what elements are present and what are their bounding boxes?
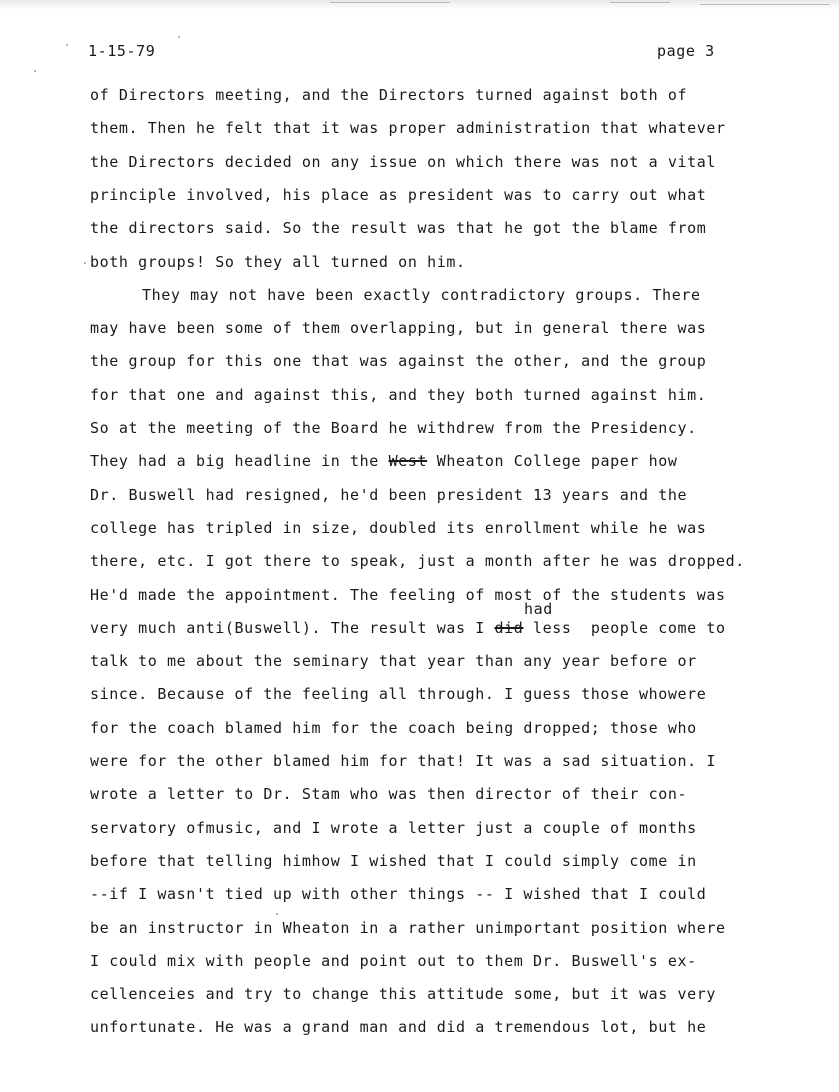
scan-edge-mark: [610, 2, 670, 3]
struck-word: West: [388, 452, 428, 471]
text-line: both groups! So they all turned on him.: [90, 252, 466, 271]
text-line: --if I wasn't tied up with other things -- I wished that I could: [90, 885, 707, 904]
text-line: before that telling himhow I wished that I could simply come in: [90, 851, 697, 870]
scan-speck: [34, 70, 36, 72]
header-date: 1-15-79: [88, 42, 156, 60]
text-line: them. Then he felt that it was proper administration that whatever: [90, 119, 726, 138]
line-segment: very much anti(Buswell). The result was I: [90, 618, 495, 637]
text-line: college has tripled in size, doubled its enrollment while he was: [90, 518, 707, 537]
line-segment: less people come to: [523, 618, 726, 637]
text-line: of Directors meeting, and the Directors turned against both of: [90, 86, 688, 104]
text-line: servatory ofmusic, and I wrote a letter just a couple of months: [90, 818, 697, 837]
text-line: the group for this one that was against the other, and the group: [90, 352, 707, 371]
text-line: talk to me about the seminary that year than any year before or: [90, 652, 697, 671]
text-line: the Directors decided on any issue on which there was not a vital: [90, 152, 716, 171]
text-line: be an instructor in Wheaton in a rather unimportant position where: [90, 918, 726, 937]
scan-speck: [178, 36, 180, 38]
text-line: principle involved, his place as president was to carry out what: [90, 185, 707, 204]
text-line: may have been some of them overlapping, but in general there was: [90, 319, 707, 338]
struck-word: did: [494, 618, 524, 637]
text-line: unfortunate. He was a grand man and did a tremendous lot, but he: [90, 1018, 707, 1037]
text-line: for the coach blamed him for the coach being dropped; those who: [90, 718, 697, 737]
scan-edge-mark: [700, 4, 830, 5]
text-line: I could mix with people and point out to them Dr. Buswell's ex-: [90, 951, 697, 970]
text-line: He'd made the appointment. The feeling of most of the students was: [90, 585, 726, 604]
text-line: there, etc. I got there to speak, just a month after he was dropped.: [90, 552, 745, 571]
text-line: cellenceies and try to change this attitude some, but it was very: [90, 985, 716, 1004]
line-segment: Wheaton College paper how: [427, 452, 678, 471]
text-line: [90, 448, 678, 474]
paragraph-start-line: They may not have been exactly contradictory groups. There: [142, 285, 701, 304]
text-line: [90, 615, 726, 641]
scan-speck: [66, 44, 68, 46]
scan-speck: [84, 262, 86, 264]
inserted-word: had: [524, 600, 553, 618]
text-line: the directors said. So the result was that he got the blame from: [90, 219, 707, 238]
text-line: Dr. Buswell had resigned, he'd been president 13 years and the: [90, 485, 688, 504]
text-line: wrote a letter to Dr. Stam who was then director of their con-: [90, 785, 688, 804]
text-line: since. Because of the feeling all through. I guess those whowere: [90, 685, 707, 704]
scan-edge-mark: [330, 2, 450, 3]
text-line: So at the meeting of the Board he withdrew from the Presidency.: [90, 419, 697, 437]
text-line: for that one and against this, and they both turned against him.: [90, 385, 707, 404]
line-segment: They had a big headline in the: [90, 452, 389, 471]
page-number: page 3: [657, 42, 715, 60]
scan-top-edge: [0, 0, 839, 10]
text-line: were for the other blamed him for that! It was a sad situation. I: [90, 752, 716, 770]
